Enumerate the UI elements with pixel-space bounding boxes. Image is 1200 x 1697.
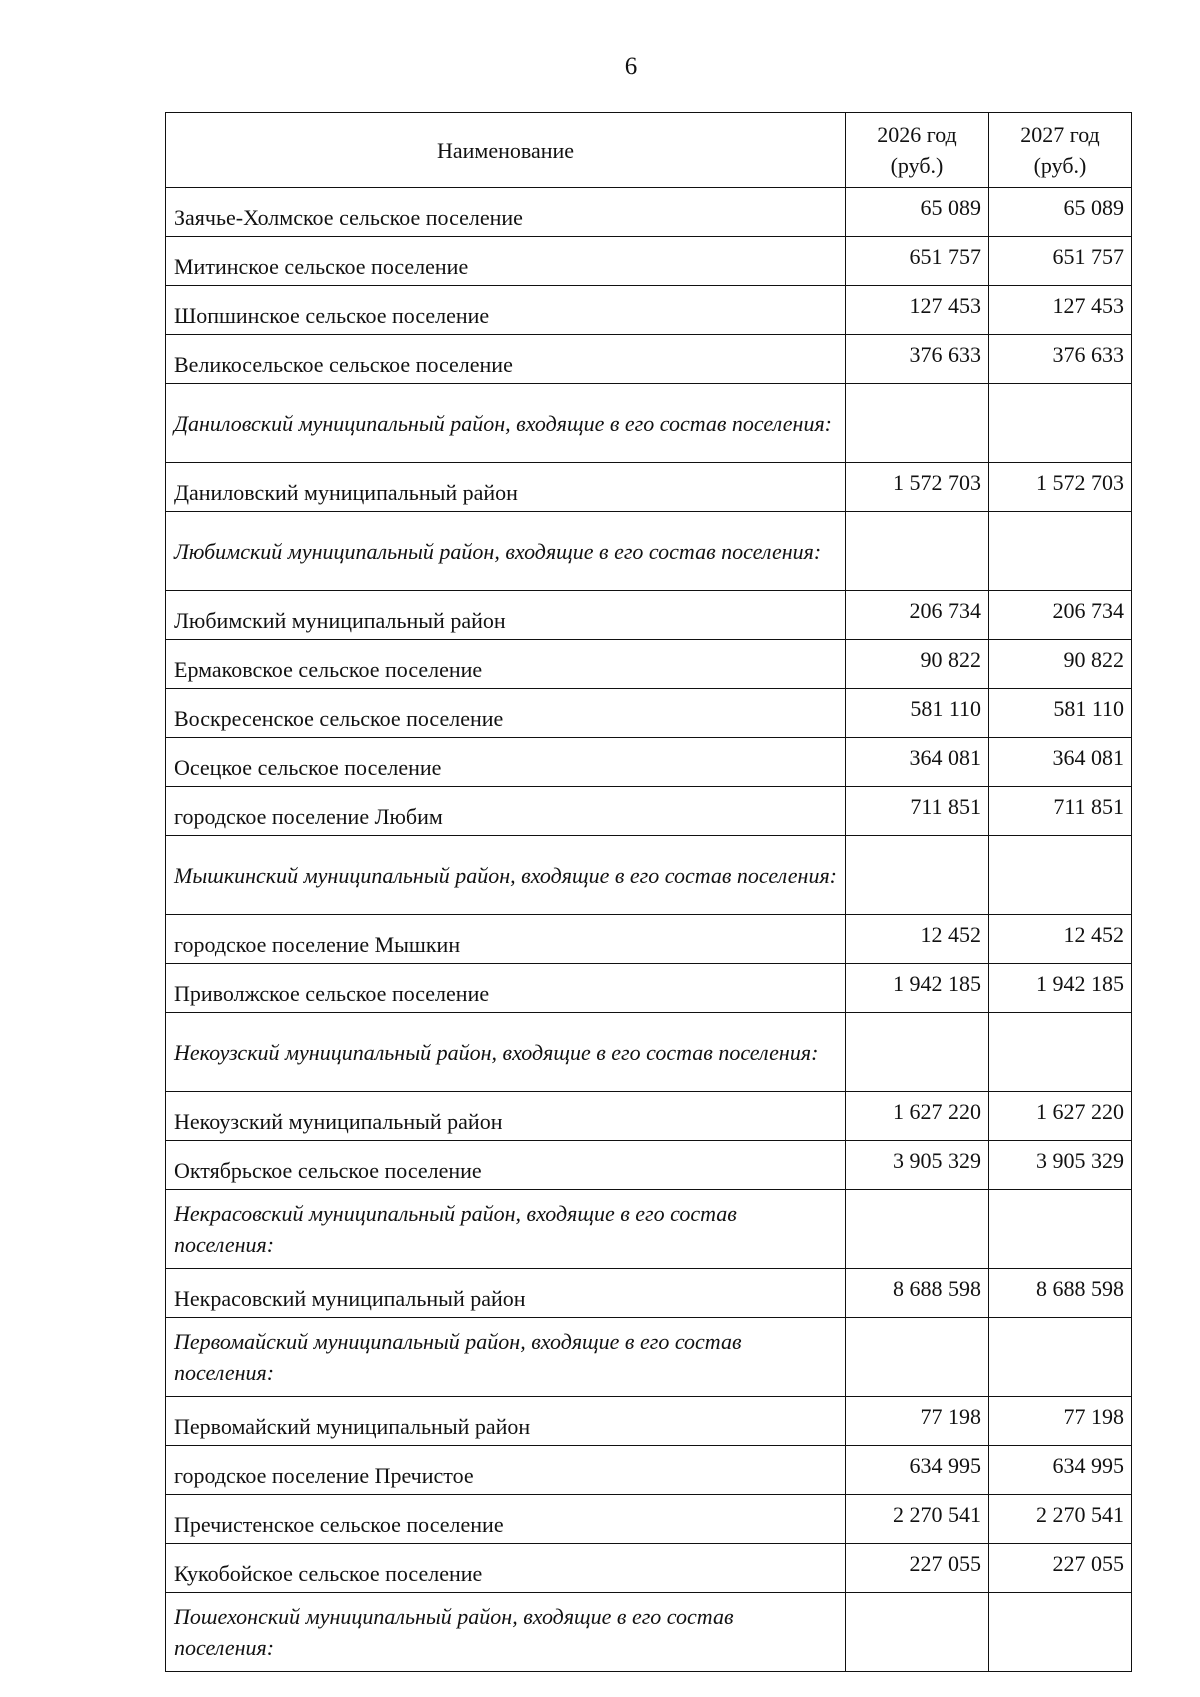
row-name-cell: Октябрьское сельское поселение — [166, 1141, 846, 1190]
header-2026-year: 2026 год — [877, 122, 957, 147]
value-2026-cell — [846, 1593, 989, 1672]
value-2026-cell — [846, 1013, 989, 1092]
value-2026-cell: 1 942 185 — [846, 964, 989, 1013]
value-2027-cell: 1 572 703 — [989, 463, 1132, 512]
value-2026-cell: 1 627 220 — [846, 1092, 989, 1141]
value-2027-cell: 3 905 329 — [989, 1141, 1132, 1190]
table-row — [166, 915, 1132, 964]
value-2027-cell: 90 822 — [989, 640, 1132, 689]
table-group-row — [166, 1013, 1132, 1092]
header-name: Наименование — [166, 113, 846, 188]
value-2026-cell — [846, 1318, 989, 1397]
table-row — [166, 335, 1132, 384]
header-2027-year: 2027 год — [1020, 122, 1100, 147]
value-2027-cell — [989, 836, 1132, 915]
value-2027-cell — [989, 512, 1132, 591]
value-2026-cell: 3 905 329 — [846, 1141, 989, 1190]
table-row — [166, 1495, 1132, 1544]
group-heading-cell: Некоузский муниципальный район, входящие в его состав поселения: — [166, 1013, 846, 1092]
row-name-cell: Даниловский муниципальный район — [166, 463, 846, 512]
table-row — [166, 1544, 1132, 1593]
value-2026-cell — [846, 1190, 989, 1269]
table-header — [166, 113, 1132, 188]
value-2026-cell: 651 757 — [846, 237, 989, 286]
group-heading-cell: Пошехонский муниципальный район, входящие в его состав поселения: — [166, 1593, 846, 1672]
table-row — [166, 640, 1132, 689]
row-name-cell: Некрасовский муниципальный район — [166, 1269, 846, 1318]
value-2027-cell: 2 270 541 — [989, 1495, 1132, 1544]
value-2027-cell: 651 757 — [989, 237, 1132, 286]
value-2026-cell: 77 198 — [846, 1397, 989, 1446]
value-2027-cell: 1 942 185 — [989, 964, 1132, 1013]
value-2027-cell: 127 453 — [989, 286, 1132, 335]
value-2026-cell — [846, 512, 989, 591]
row-name-cell: Кукобойское сельское поселение — [166, 1544, 846, 1593]
page-number: 6 — [624, 53, 638, 80]
value-2026-cell — [846, 384, 989, 463]
header-2027 — [989, 113, 1132, 188]
budget-table — [165, 112, 1132, 1672]
value-2027-cell: 206 734 — [989, 591, 1132, 640]
table-row — [166, 1446, 1132, 1495]
header-2026 — [846, 113, 989, 188]
value-2027-cell — [989, 1318, 1132, 1397]
value-2027-cell: 12 452 — [989, 915, 1132, 964]
table-group-row — [166, 1318, 1132, 1397]
value-2027-cell: 376 633 — [989, 335, 1132, 384]
row-name-cell: городское поселение Любим — [166, 787, 846, 836]
row-name-cell: Пречистенское сельское поселение — [166, 1495, 846, 1544]
table-row — [166, 1397, 1132, 1446]
group-heading-cell: Некрасовский муниципальный район, входящие в его состав поселения: — [166, 1190, 846, 1269]
value-2026-cell: 127 453 — [846, 286, 989, 335]
value-2027-cell: 634 995 — [989, 1446, 1132, 1495]
table-row — [166, 964, 1132, 1013]
row-name-cell: городское поселение Мышкин — [166, 915, 846, 964]
table-row — [166, 188, 1132, 237]
value-2027-cell: 711 851 — [989, 787, 1132, 836]
row-name-cell: Великосельское сельское поселение — [166, 335, 846, 384]
table-group-row — [166, 384, 1132, 463]
row-name-cell: Шопшинское сельское поселение — [166, 286, 846, 335]
row-name-cell: Любимский муниципальный район — [166, 591, 846, 640]
row-name-cell: Воскресенское сельское поселение — [166, 689, 846, 738]
value-2026-cell: 376 633 — [846, 335, 989, 384]
table-row — [166, 689, 1132, 738]
header-2027-unit: (руб.) — [1033, 153, 1087, 178]
value-2027-cell: 364 081 — [989, 738, 1132, 787]
value-2027-cell — [989, 384, 1132, 463]
value-2027-cell: 581 110 — [989, 689, 1132, 738]
value-2027-cell: 8 688 598 — [989, 1269, 1132, 1318]
value-2026-cell: 364 081 — [846, 738, 989, 787]
value-2027-cell — [989, 1593, 1132, 1672]
value-2026-cell: 206 734 — [846, 591, 989, 640]
table-row — [166, 591, 1132, 640]
row-name-cell: Некоузский муниципальный район — [166, 1092, 846, 1141]
value-2026-cell: 227 055 — [846, 1544, 989, 1593]
value-2026-cell: 711 851 — [846, 787, 989, 836]
table-row — [166, 237, 1132, 286]
group-heading-cell: Любимский муниципальный район, входящие в его состав поселения: — [166, 512, 846, 591]
row-name-cell: Осецкое сельское поселение — [166, 738, 846, 787]
table-row — [166, 738, 1132, 787]
value-2026-cell: 8 688 598 — [846, 1269, 989, 1318]
table-row — [166, 1092, 1132, 1141]
value-2026-cell: 65 089 — [846, 188, 989, 237]
value-2026-cell: 90 822 — [846, 640, 989, 689]
header-row — [166, 113, 1132, 188]
value-2026-cell: 1 572 703 — [846, 463, 989, 512]
row-name-cell: Ермаковское сельское поселение — [166, 640, 846, 689]
value-2027-cell — [989, 1190, 1132, 1269]
value-2027-cell — [989, 1013, 1132, 1092]
value-2027-cell: 77 198 — [989, 1397, 1132, 1446]
table-group-row — [166, 512, 1132, 591]
row-name-cell: Приволжское сельское поселение — [166, 964, 846, 1013]
row-name-cell: Первомайский муниципальный район — [166, 1397, 846, 1446]
table-row — [166, 1269, 1132, 1318]
group-heading-cell: Даниловский муниципальный район, входящие в его состав поселения: — [166, 384, 846, 463]
value-2026-cell: 634 995 — [846, 1446, 989, 1495]
table-row — [166, 463, 1132, 512]
table-group-row — [166, 1190, 1132, 1269]
value-2026-cell — [846, 836, 989, 915]
value-2027-cell: 1 627 220 — [989, 1092, 1132, 1141]
table-row — [166, 286, 1132, 335]
table-row — [166, 787, 1132, 836]
table-group-row — [166, 836, 1132, 915]
group-heading-cell: Мышкинский муниципальный район, входящие в его состав поселения: — [166, 836, 846, 915]
group-heading-cell: Первомайский муниципальный район, входящие в его состав поселения: — [166, 1318, 846, 1397]
row-name-cell: Заячье-Холмское сельское поселение — [166, 188, 846, 237]
table-row — [166, 1141, 1132, 1190]
value-2026-cell: 12 452 — [846, 915, 989, 964]
row-name-cell: городское поселение Пречистое — [166, 1446, 846, 1495]
table-group-row — [166, 1593, 1132, 1672]
table-body — [166, 188, 1132, 1672]
header-2026-unit: (руб.) — [890, 153, 944, 178]
value-2027-cell: 227 055 — [989, 1544, 1132, 1593]
value-2026-cell: 581 110 — [846, 689, 989, 738]
row-name-cell: Митинское сельское поселение — [166, 237, 846, 286]
value-2026-cell: 2 270 541 — [846, 1495, 989, 1544]
value-2027-cell: 65 089 — [989, 188, 1132, 237]
